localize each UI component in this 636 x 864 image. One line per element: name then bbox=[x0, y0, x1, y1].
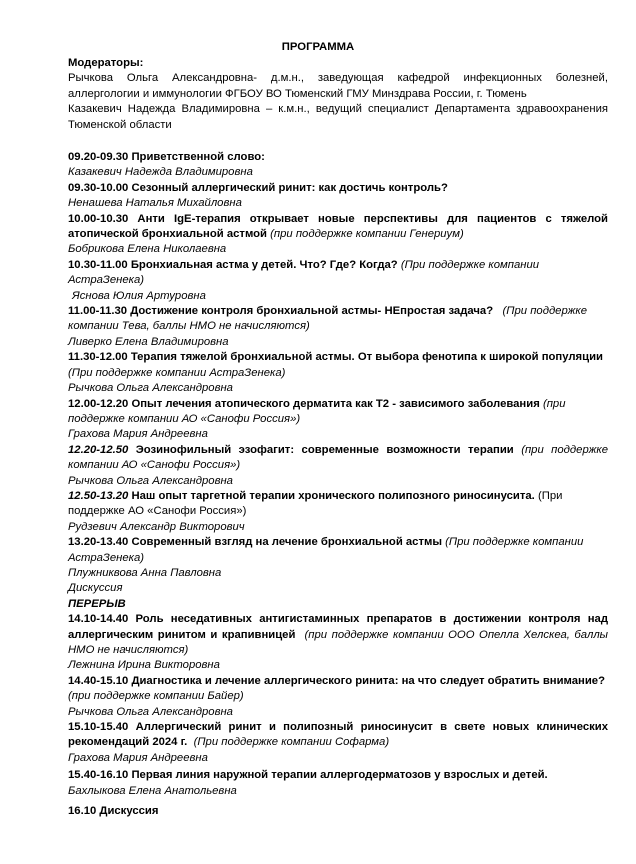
session-title: 13.20-13.40 Современный взгляд на лечение бронхиальной астмы bbox=[68, 536, 443, 549]
session-sponsor-note: (при поддержке компании АО «Санофи Россия») bbox=[68, 397, 566, 425]
session-speaker: Ливерко Елена Владимировна bbox=[68, 335, 229, 348]
session-item bbox=[68, 150, 608, 181]
session-item bbox=[68, 397, 608, 443]
session-speaker: Рычкова Ольга Александровна bbox=[68, 382, 233, 395]
session-speaker: Плужниквова Анна Павловна bbox=[68, 566, 222, 579]
session-title: 11.30-12.00 Терапия тяжелой бронхиальной астмы. От выбора фенотипа к широкой популяции bbox=[68, 351, 603, 364]
session-speaker: Бобрикова Елена Николаевна bbox=[68, 243, 227, 256]
session-item bbox=[68, 181, 608, 212]
moderator-1: Рычкова Ольга Александровна- д.м.н., заведующая кафедрой инфекционных болезней, аллергологии и иммунологии ФГБОУ ВО Тюменский ГМУ Минздрава России, г. Тюмень bbox=[68, 72, 608, 100]
session-title: 10.30-11.00 Бронхиальная астма у детей. Что? Где? Когда? bbox=[68, 258, 398, 271]
session-speaker: Казакевич Надежда Владимировна bbox=[68, 166, 253, 179]
session-sponsor-note: (при поддержке компании Байер) bbox=[68, 690, 244, 703]
session-item bbox=[68, 720, 608, 766]
session-title: 14.10-14.40 Роль неседативных антигистаминных препаратов в достижении контроля над аллергическим ринитом и крапивницей bbox=[68, 613, 608, 641]
session-sponsor-note: (при поддержке компании ООО Опелла Хелскеа, баллы НМО не начисляются) bbox=[68, 628, 608, 656]
final-discussion: 16.10 Дискуссия bbox=[68, 804, 159, 817]
session-title: 15.40-16.10 Первая линия наружной терапии аллергодерматозов у взрослых и детей. bbox=[68, 769, 548, 782]
session-sponsor-note: (При поддержке компании АстраЗенека) bbox=[68, 366, 286, 379]
session-title: 15.10-15.40 Аллергический ринит и полипозный риносинусит в свете новых клинических рекомендаций 2024 г. bbox=[68, 721, 608, 749]
session-speaker: Ненашева Наталья Михайловна bbox=[68, 197, 242, 210]
moderators-block bbox=[68, 56, 608, 133]
session-sponsor-note: (При поддержке компании Софарма) bbox=[193, 736, 390, 749]
session-speaker: Рудзевич Александр Викторович bbox=[68, 520, 245, 533]
session-sponsor-note: (при поддержке компании Генериум) bbox=[270, 228, 464, 241]
session-speaker: Рычкова Ольга Александровна bbox=[68, 474, 233, 487]
session-item bbox=[68, 766, 608, 799]
session-title: 09.30-10.00 Сезонный аллергический ринит: как достичь контроль? bbox=[68, 181, 448, 194]
session-title: Эозинофильный эзофагит: современные возможности терапии bbox=[128, 443, 514, 456]
session-speaker: Лежнина Ирина Викторовна bbox=[68, 659, 220, 672]
session-sponsor-note: (при поддержке компании АО «Санофи Россия») bbox=[68, 443, 608, 472]
session-title: 14.40-15.10 Диагностика и лечение аллергического ринита: на что следует обратить внимание? bbox=[68, 674, 605, 687]
session-item bbox=[68, 304, 608, 350]
session-speaker: Грахова Мария Андреевна bbox=[68, 428, 208, 441]
session-sponsor-note: (При поддержке АО «Санофи Россия») bbox=[68, 489, 563, 518]
session-speaker: Яснова Юлия Артуровна bbox=[72, 289, 206, 302]
page-title: ПРОГРАММА bbox=[281, 41, 355, 53]
moderators-heading: Модераторы: bbox=[68, 57, 144, 69]
session-item bbox=[68, 489, 608, 535]
session-speaker: Грахова Мария Андреевна bbox=[68, 751, 208, 764]
session-sponsor-note: (При поддержке компании АстраЗенека) bbox=[68, 536, 584, 564]
session-speaker: Бахлыкова Елена Анатольевна bbox=[68, 785, 237, 798]
session-sponsor-note: (При поддержке компании АстраЗенека) bbox=[68, 258, 540, 287]
session-item bbox=[68, 612, 608, 674]
moderator-2: Казакевич Надежда Владимировна – к.м.н., ведущий специалист Департамента здравоохранения Тюменской области bbox=[68, 103, 608, 131]
discussion-label: Дискуссия bbox=[68, 582, 123, 595]
session-item bbox=[68, 443, 608, 489]
session-title: 11.00-11.30 Достижение контроля бронхиальной астмы- НЕпростая задача? bbox=[68, 305, 494, 318]
session-speaker: Рычкова Ольга Александровна bbox=[68, 705, 233, 718]
session-item bbox=[68, 674, 608, 720]
session-time: 12.20-12.50 bbox=[68, 443, 129, 456]
session-title: 10.00-10.30 Анти IgE-терапия открывает новые перспективы для пациентов с тяжелой атопической бронхиальной астмой bbox=[68, 212, 608, 241]
session-title: 12.00-12.20 Опыт лечения атопического дерматита как Т2 - зависимого заболевания bbox=[68, 397, 540, 410]
session-title: Наш опыт таргетной терапии хронического полипозного риносинусита. bbox=[128, 489, 535, 502]
session-sponsor-note: (При поддержке компании Тева, баллы НМО не начисляются) bbox=[68, 305, 588, 333]
session-time: 12.50-13.20 bbox=[68, 489, 129, 502]
session-item bbox=[68, 535, 608, 597]
session-item bbox=[68, 212, 608, 258]
program-list bbox=[68, 150, 608, 819]
session-item bbox=[68, 350, 608, 396]
break-label: ПЕРЕРЫВ bbox=[68, 597, 126, 610]
session-title: 09.20-09.30 Приветственной слово: bbox=[68, 151, 265, 163]
session-item bbox=[68, 258, 608, 304]
